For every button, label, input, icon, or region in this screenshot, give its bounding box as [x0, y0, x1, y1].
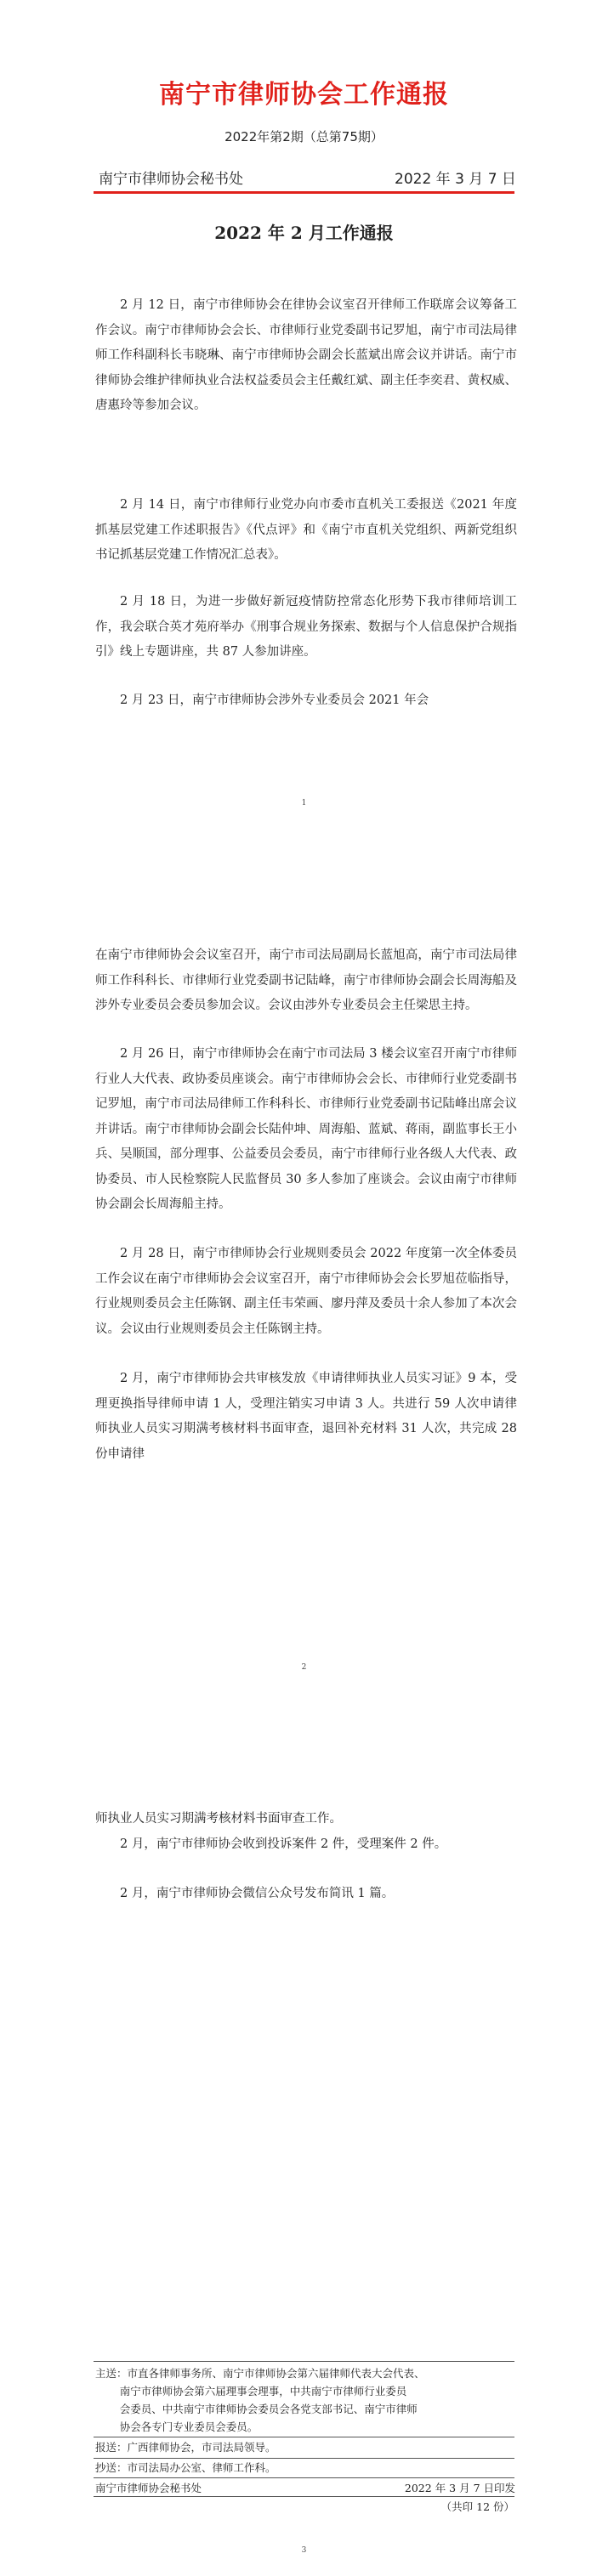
recipient-block: [95, 2364, 515, 2436]
paragraph: 2 月，南宁市律师协会微信公众号发布简讯 1 篇。: [120, 1887, 395, 1900]
paragraph: 2 月 26 日，南宁市律师协会在南宁市司法局 3 楼会议室召开南宁市律师行业人大代表、政协委员座谈会。南宁市律师协会会长、市律师行业党委副书记罗旭，南宁市司法局律师工作科科长、市律师行业党委副书记陆峰出席会议并讲话。南宁市律师协会副会长陆仲坤、周海船、蓝斌、蒋雨，副监事长王小兵、吴顺国，部分理事、公益委员会委员，南宁市律师行业各级人大代表、政协委员、市人民检察院人民监督员 30 多人参加了座谈会。会议由南宁市律师协会副会长周海船主持。: [95, 1047, 517, 1211]
paragraph: 2 月 12 日，南宁市律师协会在律协会议室召开律师工作联席会议筹备工作会议。南宁市律师协会会长、市律师行业党委副书记罗旭，南宁市司法局律师工作科副科长韦晓琳、南宁市律师协会副会长蓝斌出席会议并讲话。南宁市律师协会维护律师执业合法权益委员会主任戴红斌、副主任李奕君、黄权威、唐惠玲等参加会议。: [95, 298, 517, 412]
paragraph: 2 月，南宁市律师协会共审核发放《申请律师执业人员实习证》9 本，受理更换指导律师申请 1 人，受理注销实习申请 3 人。共进行 59 人次申请律师执业人员实习期满考核材料书面审查，退回补充材料 31 人次，共完成 28 份申请律: [95, 1372, 517, 1461]
paragraph: 2 月 23 日，南宁市律师协会涉外专业委员会 2021 年会: [120, 694, 429, 707]
recipient-line: 南宁市律师协会第六届理事会理事，中共南宁市律师行业委员: [119, 2385, 407, 2398]
print-info-row: [95, 2480, 515, 2495]
print-copies: （共印 12 份）: [440, 2500, 514, 2513]
issue-date: 2022 年 3 月 7 日: [395, 171, 516, 188]
page-number: 2: [301, 1663, 307, 1672]
paragraph: 在南宁市律师协会会议室召开，南宁市司法局副局长蓝旭高，南宁市司法局律师工作科科长、市律师行业党委副书记陆峰，南宁市律师协会副会长周海船及涉外专业委员会委员参加会议。会议由涉外专业委员会主任梁思主持。: [95, 948, 517, 1012]
red-divider: [94, 191, 514, 194]
page-number: 3: [301, 2546, 307, 2555]
recipient-line: 协会各专门专业委员会委员。: [119, 2420, 259, 2433]
cc-to: 抄送：市司法局办公室、律师工作科。: [95, 2461, 276, 2474]
paragraph: 2 月 18 日，为进一步做好新冠疫情防控常态化形势下我市律师培训工作，我会联合英才苑府举办《刑事合规业务探索、数据与个人信息保护合规指引》线上专题讲座，共 87 人参加讲座。: [95, 595, 517, 659]
issue-number: 2022年第2期（总第75期）: [224, 129, 384, 144]
recipient-line: 会委员、中共南宁市律师协会委员会各党支部书记、南宁市律师: [119, 2403, 418, 2415]
recipient-line: 市直各律师事务所、南宁市律师协会第六届律师代表大会代表、: [127, 2367, 425, 2380]
document-title: 2022 年 2 月工作通报: [214, 223, 394, 243]
sender-office: 南宁市律师协会秘书处: [99, 171, 243, 188]
masthead-title: 南宁市律师协会工作通报: [159, 80, 449, 110]
paragraph: 2 月 14 日，南宁市律师行业党办向市委市直机关工委报送《2021 年度抓基层党建工作述职报告》《代点评》和《南宁市直机关党组织、两新党组织书记抓基层党建工作情况汇总表》。: [95, 498, 517, 562]
report-to: 报送：广西律师协会，市司法局领导。: [95, 2441, 276, 2454]
footer-divider: [94, 2361, 514, 2362]
page-number: 1: [301, 799, 307, 807]
printer-name: 南宁市律师协会秘书处: [95, 2482, 202, 2494]
footer-divider: [94, 2477, 514, 2478]
recipient-label: 主送：: [95, 2367, 128, 2380]
footer-divider: [94, 2496, 514, 2497]
paragraph: 2 月 28 日，南宁市律师协会行业规则委员会 2022 年度第一次全体委员工作会议在南宁市律师协会会议室召开，南宁市律师协会会长罗旭莅临指导，行业规则委员会主任陈钢、副主任韦荣画、廖丹萍及委员十余人参加了本次会议。会议由行业规则委员会主任陈钢主持。: [95, 1247, 517, 1336]
paragraph: 师执业人员实习期满考核材料书面审查工作。: [95, 1812, 342, 1826]
print-date: 2022 年 3 月 7 日印发: [404, 2482, 515, 2494]
paragraph: 2 月，南宁市律师协会收到投诉案件 2 件，受理案件 2 件。: [120, 1837, 447, 1851]
